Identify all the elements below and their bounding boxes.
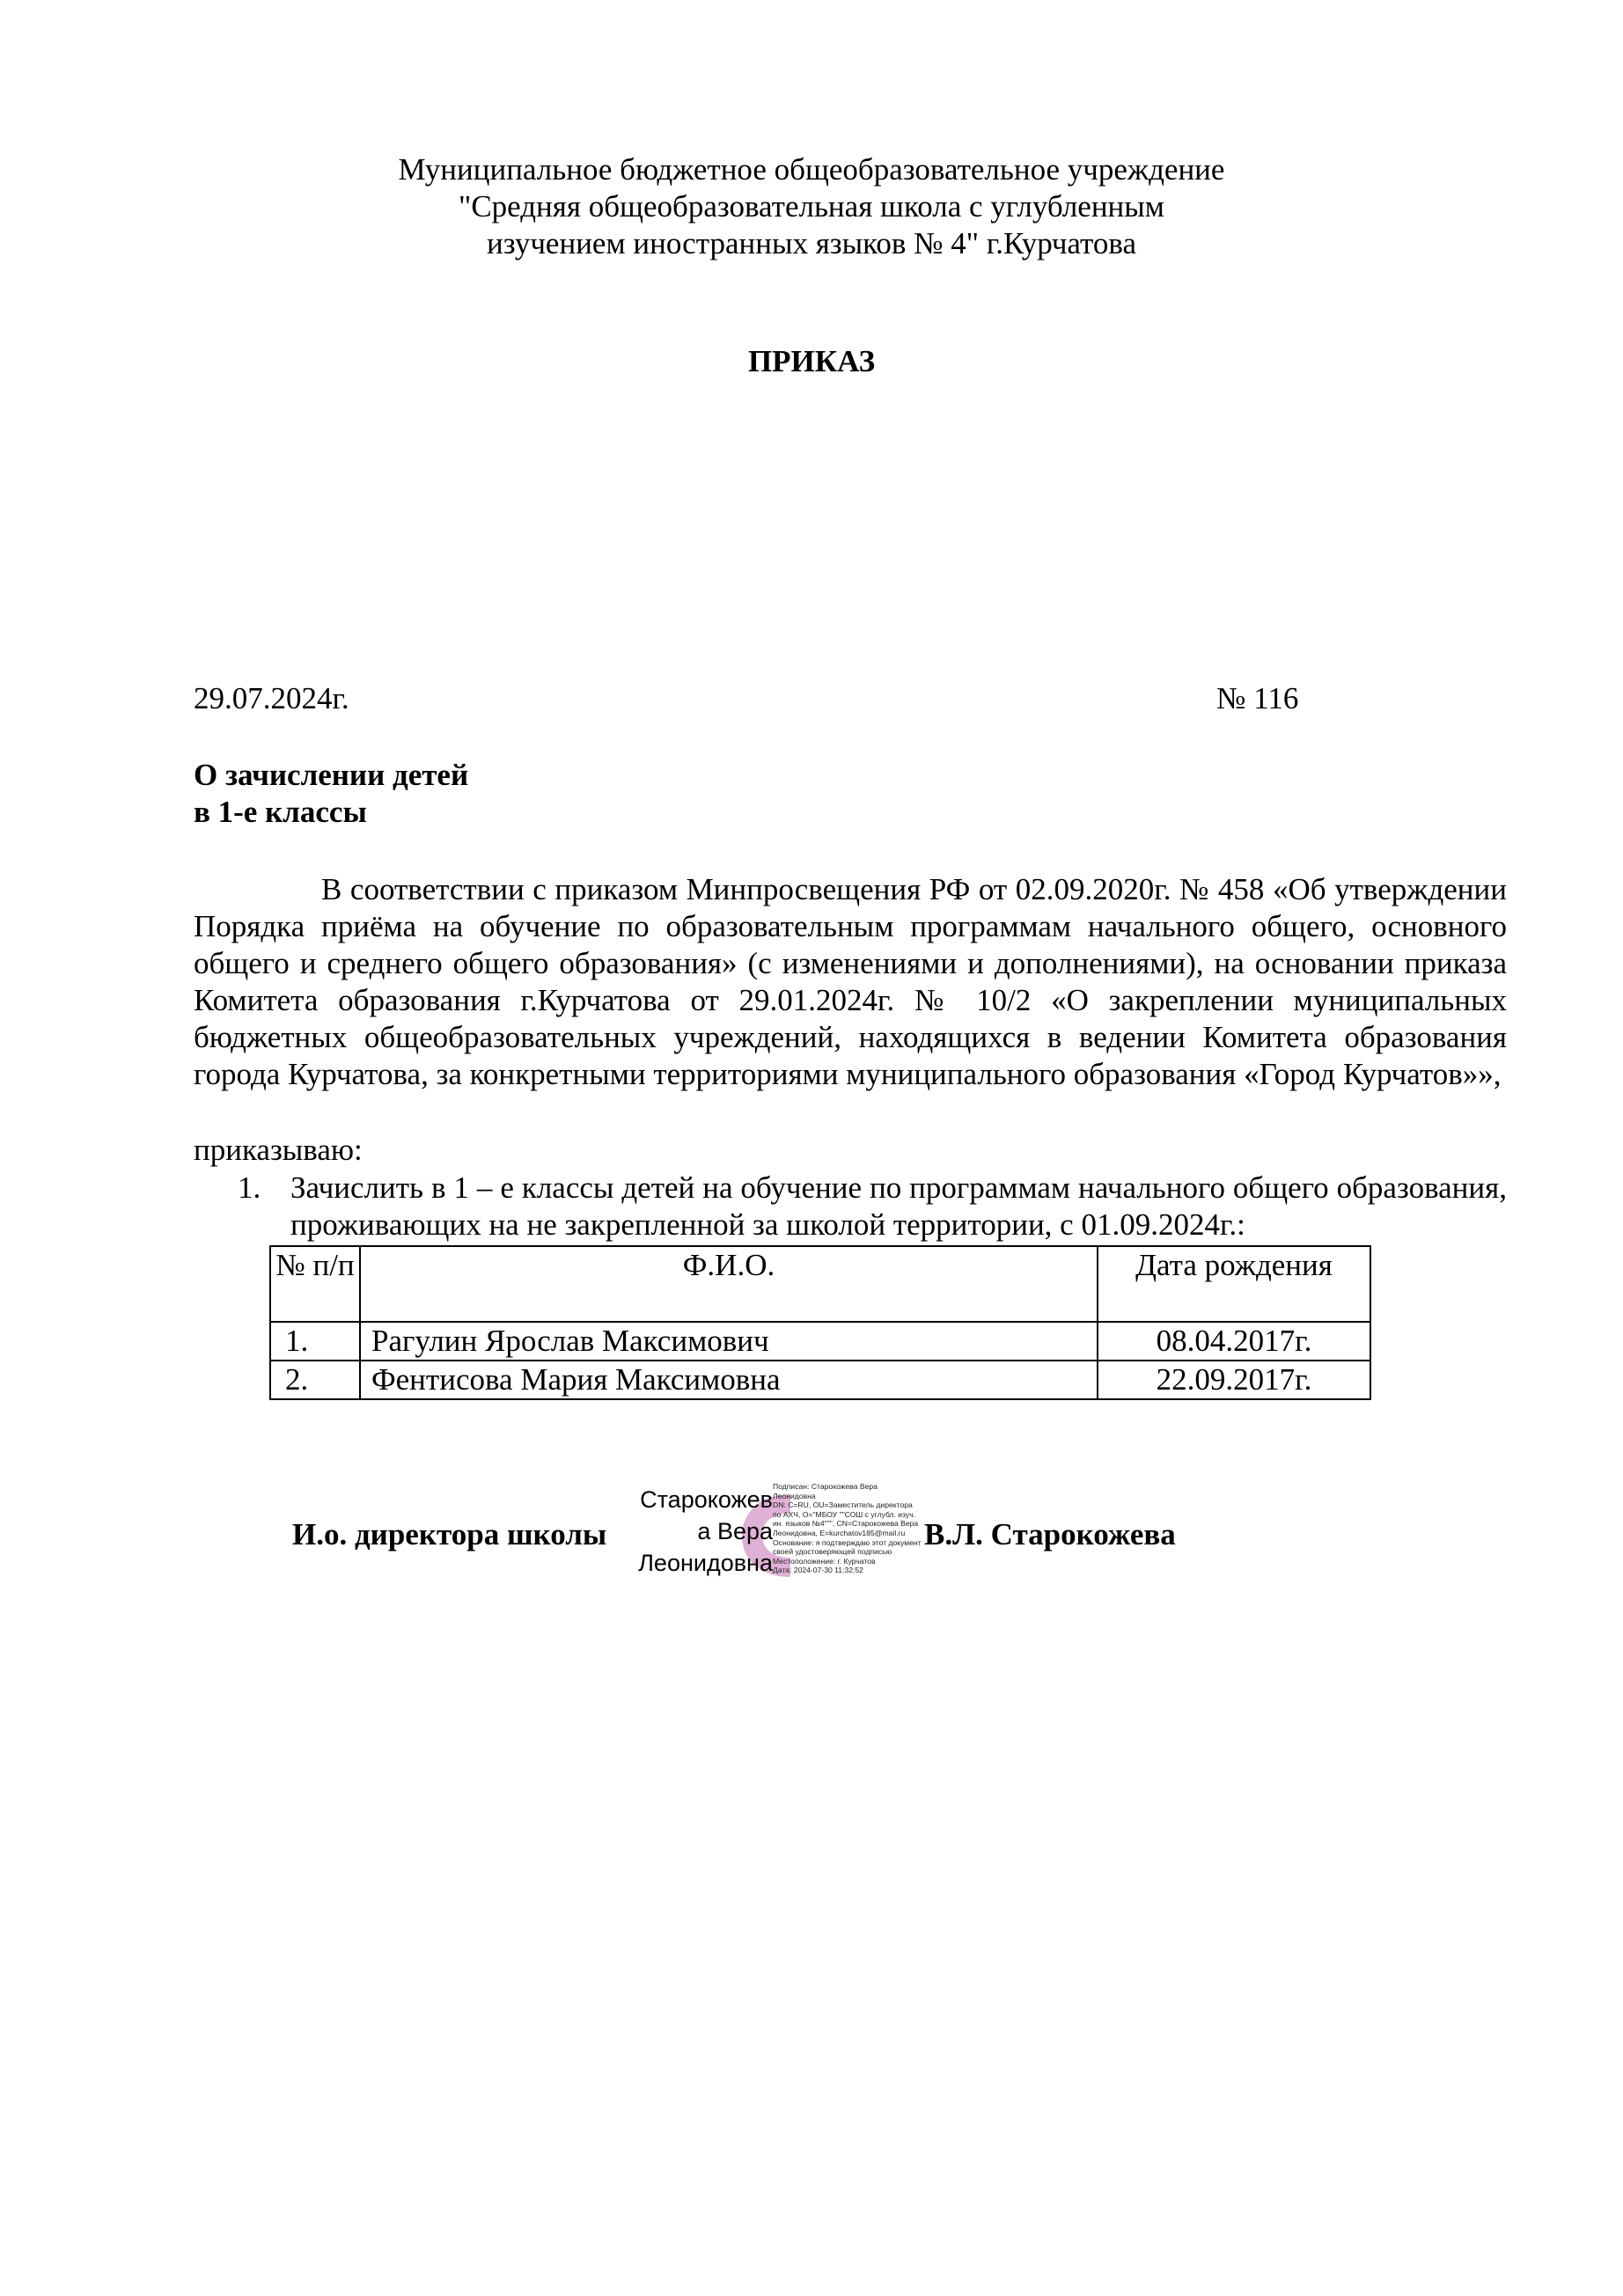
signature-meta-line: ин. языков №4""", CN=Старокожева Вера (773, 1519, 919, 1529)
row-birthdate: 22.09.2017г. (1098, 1361, 1370, 1399)
table-row (270, 1322, 1370, 1361)
header-line-3: изучением иностранных языков № 4" г.Курчатова (487, 226, 1136, 260)
header-birthdate: Дата рождения (1098, 1246, 1370, 1322)
signature-meta-line: Леонидовна (773, 1491, 816, 1500)
header-line-2: "Средняя общеобразовательная школа с углубленным (459, 189, 1164, 224)
signature-meta-line: по АХЧ, O="МБОУ ""СОШ с углубл. изуч. (773, 1509, 916, 1519)
preamble-paragraph: В соответствии с приказом Минпросвещения РФ от 02.09.2020г. № 458 «Об утверждении Порядка приёма на обучение по образовательным программам начального общего, основного общего и среднего общего образования» (с изменениями и дополнениями), на основании приказа Комитета образования г.Курчатова от 29.01.2024г. № 10/2 «О закреплении муниципальных бюджетных общеобразовательных учреждений, находящихся в ведении Комитета образования города Курчатова, за конкретными территориями муниципального образования «Город Курчатов»», (194, 872, 1507, 1091)
order-preamble (194, 871, 1507, 1093)
row-birthdate: 08.04.2017г. (1098, 1322, 1370, 1361)
signature-meta-line: своей удостоверяющей подписью (773, 1547, 892, 1557)
row-number: 1. (270, 1322, 360, 1361)
digital-signature-signer (623, 1484, 773, 1579)
signatory-name: В.Л. Старокожева (924, 1517, 1176, 1551)
header-number: № п/п (270, 1246, 360, 1322)
row-name: Рагулин Ярослав Максимович (360, 1322, 1098, 1361)
signature-meta-line: Подписан: Старокожева Вера (773, 1482, 878, 1491)
table-header-row (270, 1246, 1370, 1322)
document-title: ПРИКАЗ (747, 344, 876, 378)
organization-header (0, 151, 1623, 262)
enrollment-table (269, 1245, 1371, 1400)
order-directive: приказываю: (194, 1133, 363, 1167)
signature-meta-line: Дата: 2024-07-30 11:32:52 (773, 1566, 863, 1575)
signature-meta-line: Основание: я подтверждаю этот документ (773, 1537, 922, 1547)
order-subject (194, 757, 468, 831)
digital-signature-details (773, 1482, 931, 1575)
list-item-text: Зачислить в 1 – е классы детей на обучение по программам начального общего образования, проживающих на не закрепленной за школой территории, с 01.09.2024г.: (290, 1170, 1507, 1242)
header-line-1: Муниципальное бюджетное общеобразовательное учреждение (398, 152, 1225, 187)
row-name: Фентисова Мария Максимовна (360, 1361, 1098, 1399)
signature-meta-line: Леонидовна, E=kurchatov185@mail.ru (773, 1528, 906, 1537)
subject-line-2: в 1-е классы (194, 795, 367, 829)
table-row (270, 1361, 1370, 1399)
signer-line-3: Леонидовна (638, 1550, 773, 1576)
signature-meta-line: Местоположение: г. Курчатов (773, 1556, 876, 1566)
order-date: 29.07.2024г. (194, 681, 349, 715)
subject-line-1: О зачислении детей (194, 758, 469, 792)
header-name: Ф.И.О. (360, 1246, 1098, 1322)
row-number: 2. (270, 1361, 360, 1399)
signer-line-2: а Вера (697, 1518, 773, 1544)
signer-line-1: Старокожев (640, 1486, 773, 1513)
list-item-number: 1. (238, 1170, 261, 1205)
signatory-position: И.о. директора школы (292, 1517, 607, 1551)
order-number: № 116 (1216, 681, 1299, 715)
signature-meta-line: DN: C=RU, OU=Заместитель директора (773, 1500, 913, 1510)
